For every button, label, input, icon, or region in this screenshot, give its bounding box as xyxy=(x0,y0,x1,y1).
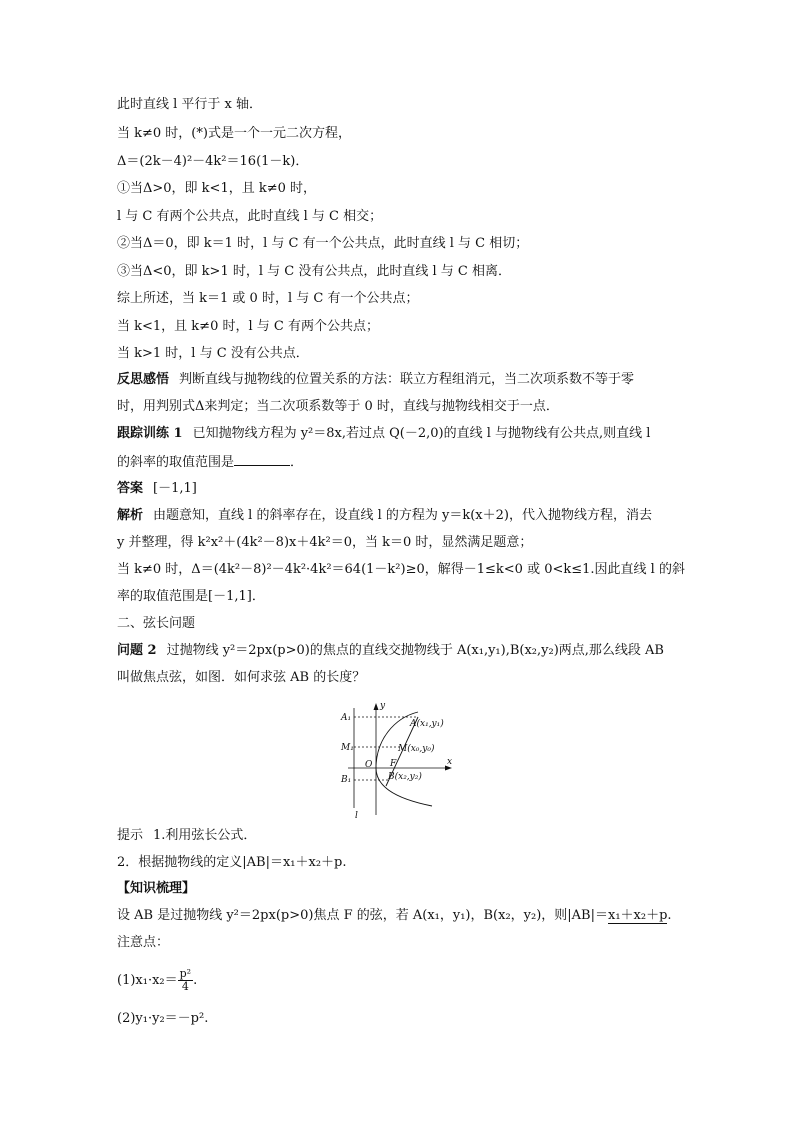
text-line: 当 k≠0 时，(*)式是一个一元二次方程， xyxy=(117,126,351,141)
label-point-m: M(x₀,y₀) xyxy=(398,744,435,754)
focal-chord-figure xyxy=(332,700,462,820)
label-point-b: B(x₂,y₂) xyxy=(388,772,422,782)
follow-up-text: 已知抛物线方程为 y²＝8x,若过点 Q(－2,0)的直线 l 与抛物线有公共点,则直线 l xyxy=(192,426,651,441)
note-2: (2)y₁·y₂＝－p². xyxy=(117,1011,209,1026)
fraction-denominator: 4 xyxy=(181,980,189,993)
analysis-line xyxy=(117,508,652,524)
y-axis-label: y xyxy=(380,701,386,711)
hint-text: 1.利用弦长公式． xyxy=(153,828,257,843)
question-line xyxy=(117,643,664,659)
text-line: Δ＝(2k－4)²－4k²＝16(1－k)． xyxy=(117,154,309,169)
fraction xyxy=(178,968,193,993)
answer-value: [－1,1] xyxy=(153,481,197,496)
text-line: ②当Δ＝0，即 k＝1 时，l 与 C 有一个公共点，此时直线 l 与 C 相切； xyxy=(117,236,529,251)
text-line: 率的取值范围是[－1,1]． xyxy=(117,589,265,604)
note-heading: 注意点： xyxy=(117,935,170,950)
follow-up-label: 跟踪训练 1 xyxy=(117,426,183,441)
y-axis-arrow xyxy=(374,703,379,710)
x-axis-label: x xyxy=(447,757,453,767)
knowledge-answer: x₁＋x₂＋p xyxy=(608,908,668,923)
knowledge-heading: 【知识梳理】 xyxy=(117,881,196,896)
text-line: 时，用判别式Δ来判定；当二次项系数等于 0 时，直线与抛物线相交于一点． xyxy=(117,399,559,414)
answer-blank[interactable] xyxy=(234,453,290,466)
hint-line xyxy=(117,828,256,844)
reflection-text: 判断直线与抛物线的位置关系的方法：联立方程组消元，当二次项系数不等于零 xyxy=(179,372,635,387)
label-b1: B₁ xyxy=(341,775,352,785)
follow-up-line-2 xyxy=(117,453,303,471)
knowledge-end: . xyxy=(667,908,672,923)
label-origin: O xyxy=(365,760,373,770)
question-text: 过抛物线 y²＝2px(p>0)的焦点的直线交抛物线于 A(x₁,y₁),B(x₂,y₂)两点,那么线段 AB xyxy=(166,643,664,658)
label-focus: F xyxy=(390,759,397,769)
fraction-numerator: p² xyxy=(179,967,192,980)
analysis-text: 由题意知，直线 l 的斜率存在，设直线 l 的方程为 y＝k(x＋2)，代入抛物线方程，消去 xyxy=(153,508,652,523)
note-1 xyxy=(117,968,197,993)
text-line: 2．根据抛物线的定义|AB|＝x₁＋x₂＋p. xyxy=(117,855,347,870)
text-line: y 并整理，得 k²x²＋(4k²－8)x＋4k²＝0，当 k＝0 时，显然满足题意； xyxy=(117,535,533,550)
follow-up-text: 的斜率的取值范围是 xyxy=(117,455,235,470)
note-1-text: (1)x₁·x₂＝ xyxy=(117,973,178,988)
question-label: 问题 2 xyxy=(117,643,157,658)
label-m1: M₁ xyxy=(341,743,354,753)
label-a1: A₁ xyxy=(341,713,352,723)
knowledge-text: 设 AB 是过抛物线 y²＝2px(p>0)焦点 F 的弦，若 A(x₁，y₁)，B(x₂，y₂)，则|AB|＝ xyxy=(117,908,608,923)
follow-up-line xyxy=(117,426,650,442)
follow-up-end: ． xyxy=(290,455,304,470)
knowledge-line xyxy=(117,908,672,924)
text-line: ③当Δ<0，即 k>1 时，l 与 C 没有公共点，此时直线 l 与 C 相离． xyxy=(117,264,511,279)
answer-label: 答案 xyxy=(117,481,144,496)
analysis-label: 解析 xyxy=(117,508,144,523)
text-line: 当 k>1 时，l 与 C 没有公共点． xyxy=(117,346,309,361)
text-line: l 与 C 有两个公共点，此时直线 l 与 C 相交； xyxy=(117,209,383,224)
text-line: 当 k<1，且 k≠0 时，l 与 C 有两个公共点； xyxy=(117,319,379,334)
text-line: 综上所述，当 k＝1 或 0 时，l 与 C 有一个公共点； xyxy=(117,291,419,306)
label-directrix: l xyxy=(355,811,358,820)
text-line: 此时直线 l 平行于 x 轴． xyxy=(117,97,263,112)
text-line: ①当Δ>0，即 k<1，且 k≠0 时， xyxy=(117,181,317,196)
text-line: 当 k≠0 时，Δ＝(4k²－8)²－4k²·4k²＝64(1－k²)≥0，解得－1≤k<0 或 0<k≤1.因此直线 l 的斜 xyxy=(117,562,685,577)
label-point-a: A(x₁,y₁) xyxy=(410,719,444,729)
answer-line xyxy=(117,481,197,497)
reflection-line xyxy=(117,372,634,388)
section-title: 二、弦长问题 xyxy=(117,616,196,631)
text-line: 叫做焦点弦，如图．如何求弦 AB 的长度？ xyxy=(117,670,366,685)
reflection-label: 反思感悟 xyxy=(117,372,170,387)
note-1-end: . xyxy=(193,973,198,988)
hint-label: 提示 xyxy=(117,828,144,843)
